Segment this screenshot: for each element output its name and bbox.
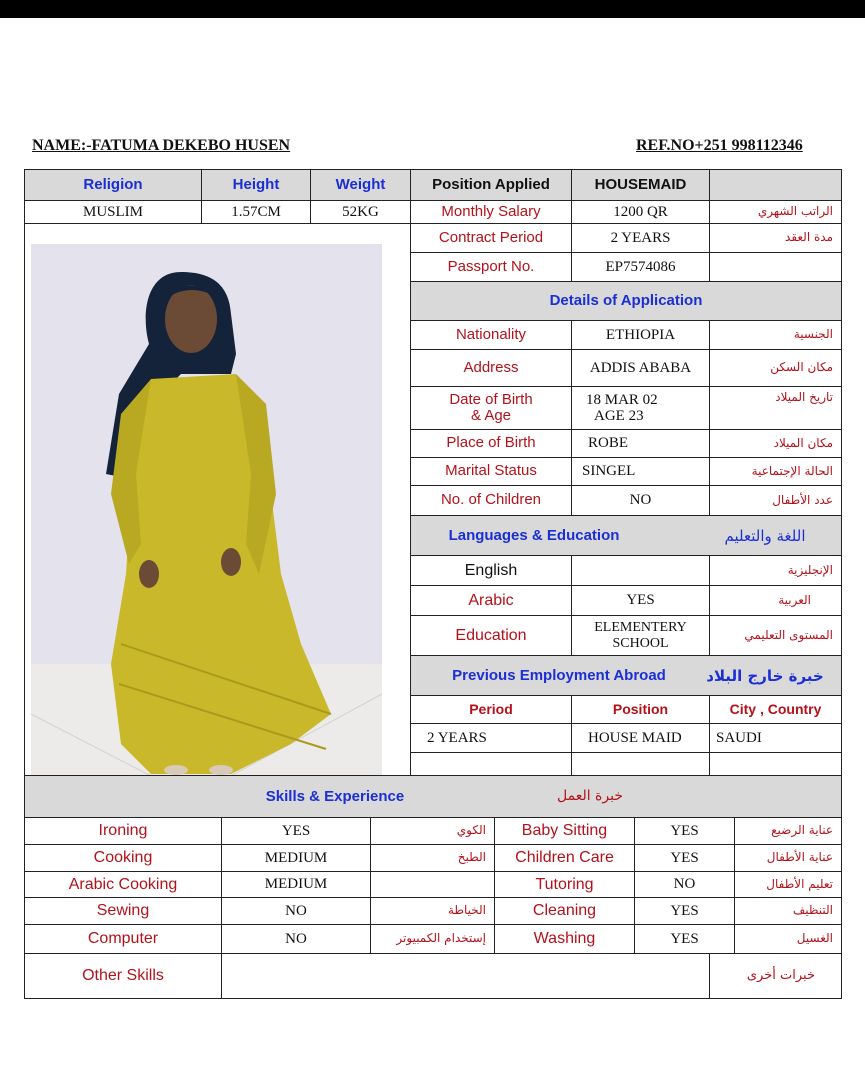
dob-label-line2: & Age xyxy=(470,407,512,424)
english-arabic: الإنجليزية xyxy=(709,555,842,586)
skill-left-value: MEDIUM xyxy=(221,844,371,872)
employment-position-value: HOUSE MAID xyxy=(571,723,710,753)
skill-right-label: Cleaning xyxy=(494,897,635,925)
skill-left-value: MEDIUM xyxy=(221,871,371,898)
employment-section-title-arabic: خبرة خارج البلاد xyxy=(706,666,824,685)
skill-right-arabic: التنظيف xyxy=(734,897,842,925)
employment-period-value: 2 YEARS xyxy=(410,723,572,753)
monthly-salary-label: Monthly Salary xyxy=(410,200,572,224)
skill-left-label: Sewing xyxy=(24,897,222,925)
children-value: NO xyxy=(571,485,710,516)
skill-left-arabic: الكوي xyxy=(370,817,495,845)
skill-right-label: Tutoring xyxy=(494,871,635,898)
passport-arabic xyxy=(709,252,842,282)
employment-empty-cell xyxy=(410,752,572,776)
height-value: 1.57CM xyxy=(201,200,311,224)
candidate-photo xyxy=(31,244,382,776)
dob-value xyxy=(571,386,710,430)
skill-left-value: YES xyxy=(221,817,371,845)
place-of-birth-arabic: مكان الميلاد xyxy=(709,429,842,458)
employment-empty-cell xyxy=(709,752,842,776)
skills-section-header xyxy=(24,775,842,818)
candidate-name: NAME:-FATUMA DEKEBO HUSEN xyxy=(32,137,291,154)
position-applied-label: Position Applied xyxy=(410,169,572,201)
marital-status-value: SINGEL xyxy=(571,457,710,486)
employment-country-value: SAUDI xyxy=(709,723,842,753)
education-arabic: المستوى التعليمي xyxy=(709,615,842,656)
employment-empty-cell xyxy=(571,752,710,776)
skill-right-label: Baby Sitting xyxy=(494,817,635,845)
skill-right-label: Washing xyxy=(494,924,635,954)
place-of-birth-value: ROBE xyxy=(571,429,710,458)
nationality-label: Nationality xyxy=(410,320,572,350)
marital-status-arabic: الحالة الإجتماعية xyxy=(709,457,842,486)
address-value: ADDIS ABABA xyxy=(571,349,710,387)
religion-header: Religion xyxy=(24,169,202,201)
monthly-salary-value: 1200 QR xyxy=(571,200,710,224)
arabic-label: Arabic xyxy=(410,585,572,616)
education-label: Education xyxy=(410,615,572,656)
children-label: No. of Children xyxy=(410,485,572,516)
skill-left-label: Cooking xyxy=(24,844,222,872)
skill-left-label: Computer xyxy=(24,924,222,954)
position-arabic-blank xyxy=(709,169,842,201)
skill-right-label: Children Care xyxy=(494,844,635,872)
other-skills-arabic: خبرات أخرى xyxy=(709,953,842,999)
dob-value-age: AGE 23 xyxy=(594,408,644,424)
skill-left-arabic: الخياطة xyxy=(370,897,495,925)
arabic-arabic: العربية xyxy=(709,585,842,616)
arabic-value: YES xyxy=(571,585,710,616)
employment-col-country: City , Country xyxy=(709,695,842,724)
english-label: English xyxy=(410,555,572,586)
skill-left-arabic xyxy=(370,871,495,898)
skill-right-value: YES xyxy=(634,897,735,925)
education-value xyxy=(571,615,710,656)
passport-value: EP7574086 xyxy=(571,252,710,282)
education-value-line2: SCHOOL xyxy=(612,635,669,651)
other-skills-label: Other Skills xyxy=(24,953,222,999)
dob-label-line1: Date of Birth xyxy=(449,390,533,408)
skill-right-arabic: تعليم الأطفال xyxy=(734,871,842,898)
other-skills-value xyxy=(221,953,710,999)
employment-section-title: Previous Employment Abroad xyxy=(452,666,666,684)
skill-right-value: YES xyxy=(634,844,735,872)
contract-period-label: Contract Period xyxy=(410,223,572,253)
employment-col-position: Position xyxy=(571,695,710,724)
contract-period-value: 2 YEARS xyxy=(571,223,710,253)
skill-right-arabic: الغسيل xyxy=(734,924,842,954)
height-header: Height xyxy=(201,169,311,201)
english-value xyxy=(571,555,710,586)
reference-number: REF.NO+251 998112346 xyxy=(636,137,803,154)
marital-status-label: Marital Status xyxy=(410,457,572,486)
top-black-bar xyxy=(0,0,865,18)
skill-left-arabic: إستخدام الكمبيوتر xyxy=(370,924,495,954)
nationality-value: ETHIOPIA xyxy=(571,320,710,350)
address-arabic: مكان السكن xyxy=(709,349,842,387)
skill-left-value: NO xyxy=(221,924,371,954)
education-value-line1: ELEMENTERY xyxy=(594,620,687,636)
skill-right-value: NO xyxy=(634,871,735,898)
dob-value-date: 18 MAR 02 xyxy=(586,391,658,408)
monthly-salary-arabic: الراتب الشهري xyxy=(709,200,842,224)
employment-col-period: Period xyxy=(410,695,572,724)
languages-section-title: Languages & Education xyxy=(448,526,620,544)
dob-arabic: تاريخ الميلاد xyxy=(709,386,842,430)
skill-left-label: Ironing xyxy=(24,817,222,845)
weight-value: 52KG xyxy=(310,200,411,224)
dob-label xyxy=(410,386,572,430)
address-label: Address xyxy=(410,349,572,387)
skill-right-value: YES xyxy=(634,817,735,845)
skill-left-value: NO xyxy=(221,897,371,925)
religion-value: MUSLIM xyxy=(24,200,202,224)
position-applied-value: HOUSEMAID xyxy=(571,169,710,201)
skill-right-arabic: عناية الأطفال xyxy=(734,844,842,872)
details-section-title: Details of Application xyxy=(410,281,842,321)
skills-section-title-arabic: خبرة العمل xyxy=(557,788,623,805)
contract-period-arabic: مدة العقد xyxy=(709,223,842,253)
skill-right-arabic: عناية الرضيع xyxy=(734,817,842,845)
place-of-birth-label: Place of Birth xyxy=(410,429,572,458)
languages-section-title-arabic: اللغة والتعليم xyxy=(724,526,806,545)
nationality-arabic: الجنسية xyxy=(709,320,842,350)
children-arabic: عدد الأطفال xyxy=(709,485,842,516)
skill-right-value: YES xyxy=(634,924,735,954)
skills-section-title: Skills & Experience xyxy=(265,787,405,805)
weight-header: Weight xyxy=(310,169,411,201)
skill-left-arabic: الطبخ xyxy=(370,844,495,872)
skill-left-label: Arabic Cooking xyxy=(24,871,222,898)
passport-label: Passport No. xyxy=(410,252,572,282)
